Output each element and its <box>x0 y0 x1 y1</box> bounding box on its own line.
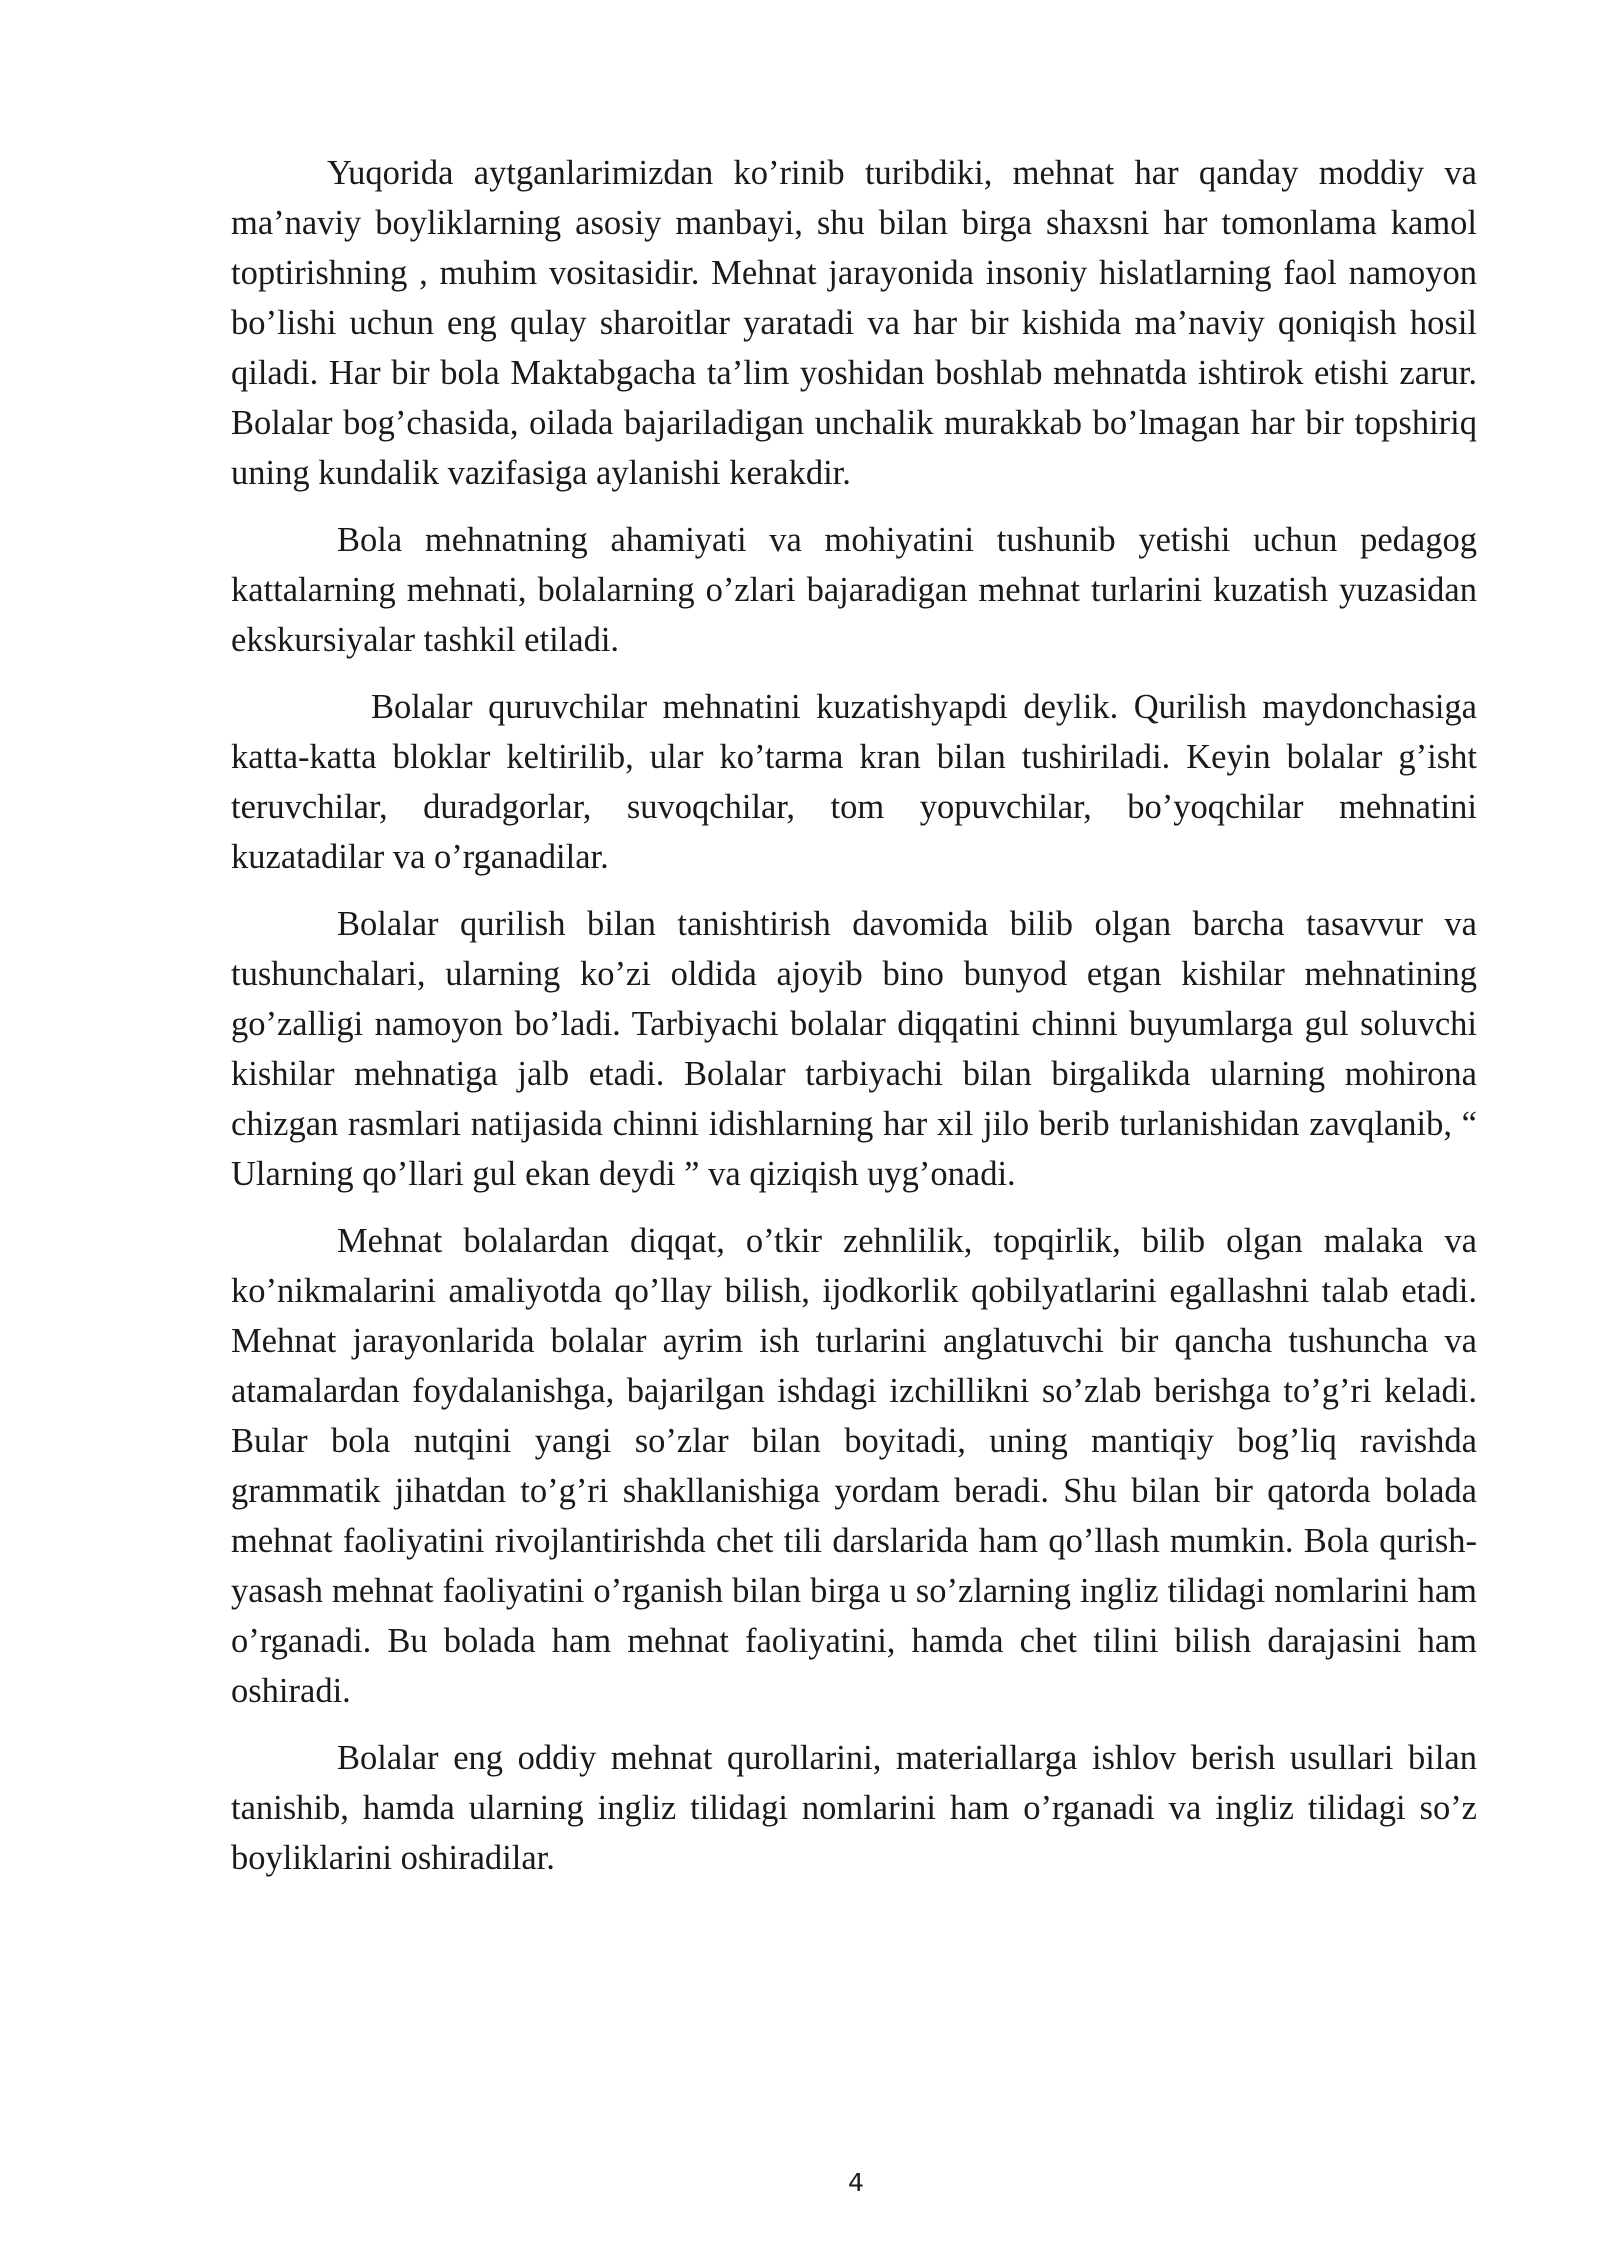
document-body <box>231 148 1477 1900</box>
page-number: 4 <box>848 2168 864 2197</box>
paragraph-2: Bola mehnatning ahamiyati va mohiyatini tushunib yetishi uchun pedagog kattalarning mehnati, bolalarning o’zlari bajaradigan mehnat turlarini kuzatish yuzasidan ekskursiyalar tashkil etiladi. <box>231 521 1477 659</box>
paragraph-6: Bolalar eng oddiy mehnat qurollarini, materiallarga ishlov berish usullari bilan tanishib, hamda ularning ingliz tilidagi nomlarini ham o’rganadi va ingliz tilidagi so’z boyliklarini oshiradilar. <box>231 1739 1477 1877</box>
paragraph-1: Yuqorida aytganlarimizdan ko’rinib turibdiki, mehnat har qanday moddiy va ma’naviy boyliklarning asosiy manbayi, shu bilan birga shaxsni har tomonlama kamol toptirishning , muhim vositasidir. Mehnat jarayonida insoniy hislatlarning faol namoyon bo’lishi uchun eng qulay sharoitlar yaratadi va har bir kishida ma’naviy qoniqish hosil qiladi. Har bir bola Maktabgacha ta’lim yoshidan boshlab mehnatda ishtirok etishi zarur. Bolalar bog’chasida, oilada bajariladigan unchalik murakkab bo’lmagan har bir topshiriq uning kundalik vazifasiga aylanishi kerakdir. <box>231 154 1477 492</box>
paragraph-4: Bolalar qurilish bilan tanishtirish davomida bilib olgan barcha tasavvur va tushunchalari, ularning ko’zi oldida ajoyib bino bunyod etgan kishilar mehnatining go’zalligi namoyon bo’ladi. Tarbiyachi bolalar diqqatini chinni buyumlarga gul soluvchi kishilar mehnatiga jalb etadi. Bolalar tarbiyachi bilan birgalikda ularning mohirona chizgan rasmlari natijasida chinni idishlarning har xil jilo berib turlanishidan zavqlanib, “ Ularning qo’llari gul ekan deydi ” va qiziqish uyg’onadi. <box>231 905 1477 1193</box>
paragraph-3: Bolalar quruvchilar mehnatini kuzatishyapdi deylik. Qurilish maydonchasiga katta-katta bloklar keltirilib, ular ko’tarma kran bilan tushiriladi. Keyin bolalar g’isht teruvchilar, duradgorlar, suvoqchilar, tom yopuvchilar, bo’yoqchilar mehnatini kuzatadilar va o’rganadilar. <box>231 688 1477 876</box>
paragraph-5: Mehnat bolalardan diqqat, o’tkir zehnlilik, topqirlik, bilib olgan malaka va ko’nikmalarini amaliyotda qo’llay bilish, ijodkorlik qobilyatlarini egallashni talab etadi. Mehnat jarayonlarida bolalar ayrim ish turlarini anglatuvchi bir qancha tushuncha va atamalardan foydalanishga, bajarilgan ishdagi izchillikni so’zlab berishga to’g’ri keladi. Bular bola nutqini yangi so’zlar bilan boyitadi, uning mantiqiy bog’liq ravishda grammatik jihatdan to’g’ri shakllanishiga yordam beradi. Shu bilan bir qatorda bolada mehnat faoliyatini rivojlantirishda chet tili darslarida ham qo’llash mumkin. Bola qurish-yasash mehnat faoliyatini o’rganish bilan birga u so’zlarning ingliz tilidagi nomlarini ham o’rganadi. Bu bolada ham mehnat faoliyatini, hamda chet tilini bilish darajasini ham oshiradi. <box>231 1222 1477 1710</box>
